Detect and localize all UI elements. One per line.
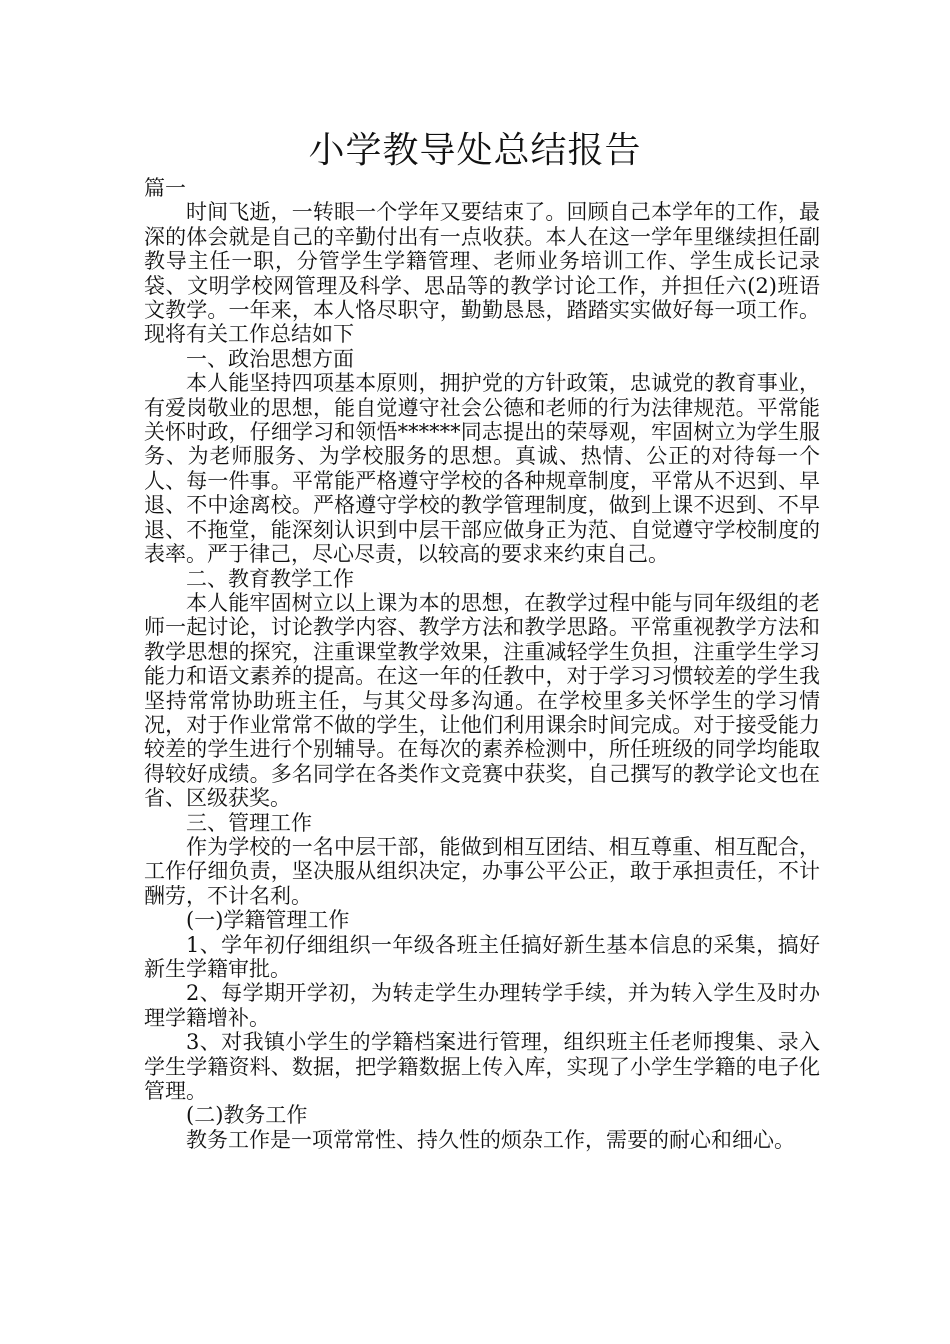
list-item: 1、学年初仔细组织一年级各班主任搞好新生基本信息的采集，搞好新生学籍审批。 [144,932,820,981]
paragraph: 教务工作是一项常常性、持久性的烦杂工作，需要的耐心和细心。 [186,1127,795,1152]
list-item: 3、对我镇小学生的学籍档案进行管理，组织班主任老师搜集、录入学生学籍资料、数据，把学籍数据上传入库，实现了小学生学籍的电子化管理。 [144,1030,820,1104]
subsection-heading: (一)学籍管理工作 [186,908,350,933]
section-heading: 三、管理工作 [186,810,312,835]
paragraph: 作为学校的一名中层干部，能做到相互团结、相互尊重、相互配合，工作仔细负责，坚决服从组织决定，办事公平公正，敢于承担责任，不计酬劳，不计名利。 [144,834,820,908]
section-heading: 二、教育教学工作 [186,566,354,591]
document-body [144,176,820,1152]
paragraph: 时间飞逝，一转眼一个学年又要结束了。回顾自己本学年的工作，最深的体会就是自己的辛勤付出有一点收获。本人在这一学年里继续担任副教导主任一职，分管学生学籍管理、老师业务培训工作、学生成长记录袋、文明学校网管理及科学、思品等的教学讨论工作，并担任六(2)班语文教学。一年来，本人恪尽职守，勤勤恳恳，踏踏实实做好每一项工作。现将有关工作总结如下 [144,200,820,347]
section-heading: 一、政治思想方面 [186,346,354,371]
paragraph: 本人能牢固树立以上课为本的思想，在教学过程中能与同年级组的老师一起讨论，讨论教学内容、教学方法和教学思路。平常重视教学方法和教学思想的探究，注重课堂教学效果，注重减轻学生负担，注重学生学习能力和语文素养的提高。在这一年的任教中，对于学习习惯较差的学生我坚持常常协助班主任，与其父母多沟通。在学校里多关怀学生的学习情况，对于作业常常不做的学生，让他们利用课余时间完成。对于接受能力较差的学生进行个别辅导。在每次的素养检测中，所任班级的同学均能取得较好成绩。多名同学在各类作文竞赛中获奖，自己撰写的教学论文也在省、区级获奖。 [144,590,820,811]
document-title: 小学教导处总结报告 [308,130,642,171]
list-item: 2、每学期开学初，为转走学生办理转学手续，并为转入学生及时办理学籍增补。 [144,981,820,1030]
paragraph: 篇一 [144,176,186,200]
subsection-heading: (二)教务工作 [186,1103,308,1128]
paragraph: 本人能坚持四项基本原则，拥护党的方针政策，忠诚党的教育事业，有爱岗敬业的思想，能自觉遵守社会公德和老师的行为法律规范。平常能关怀时政，仔细学习和领悟******同志提出的荣辱观，牢固树立为学生服务、为老师服务、为学校服务的思想。真诚、热情、公正的对待每一个人、每一件事。平常能严格遵守学校的各种规章制度，平常从不迟到、早退、不中途离校。严格遵守学校的教学管理制度，做到上课不迟到、不早退、不拖堂，能深刻认识到中层干部应做身正为范、自觉遵守学校制度的表率。严于律己，尽心尽责，以较高的要求来约束自己。 [144,371,820,567]
